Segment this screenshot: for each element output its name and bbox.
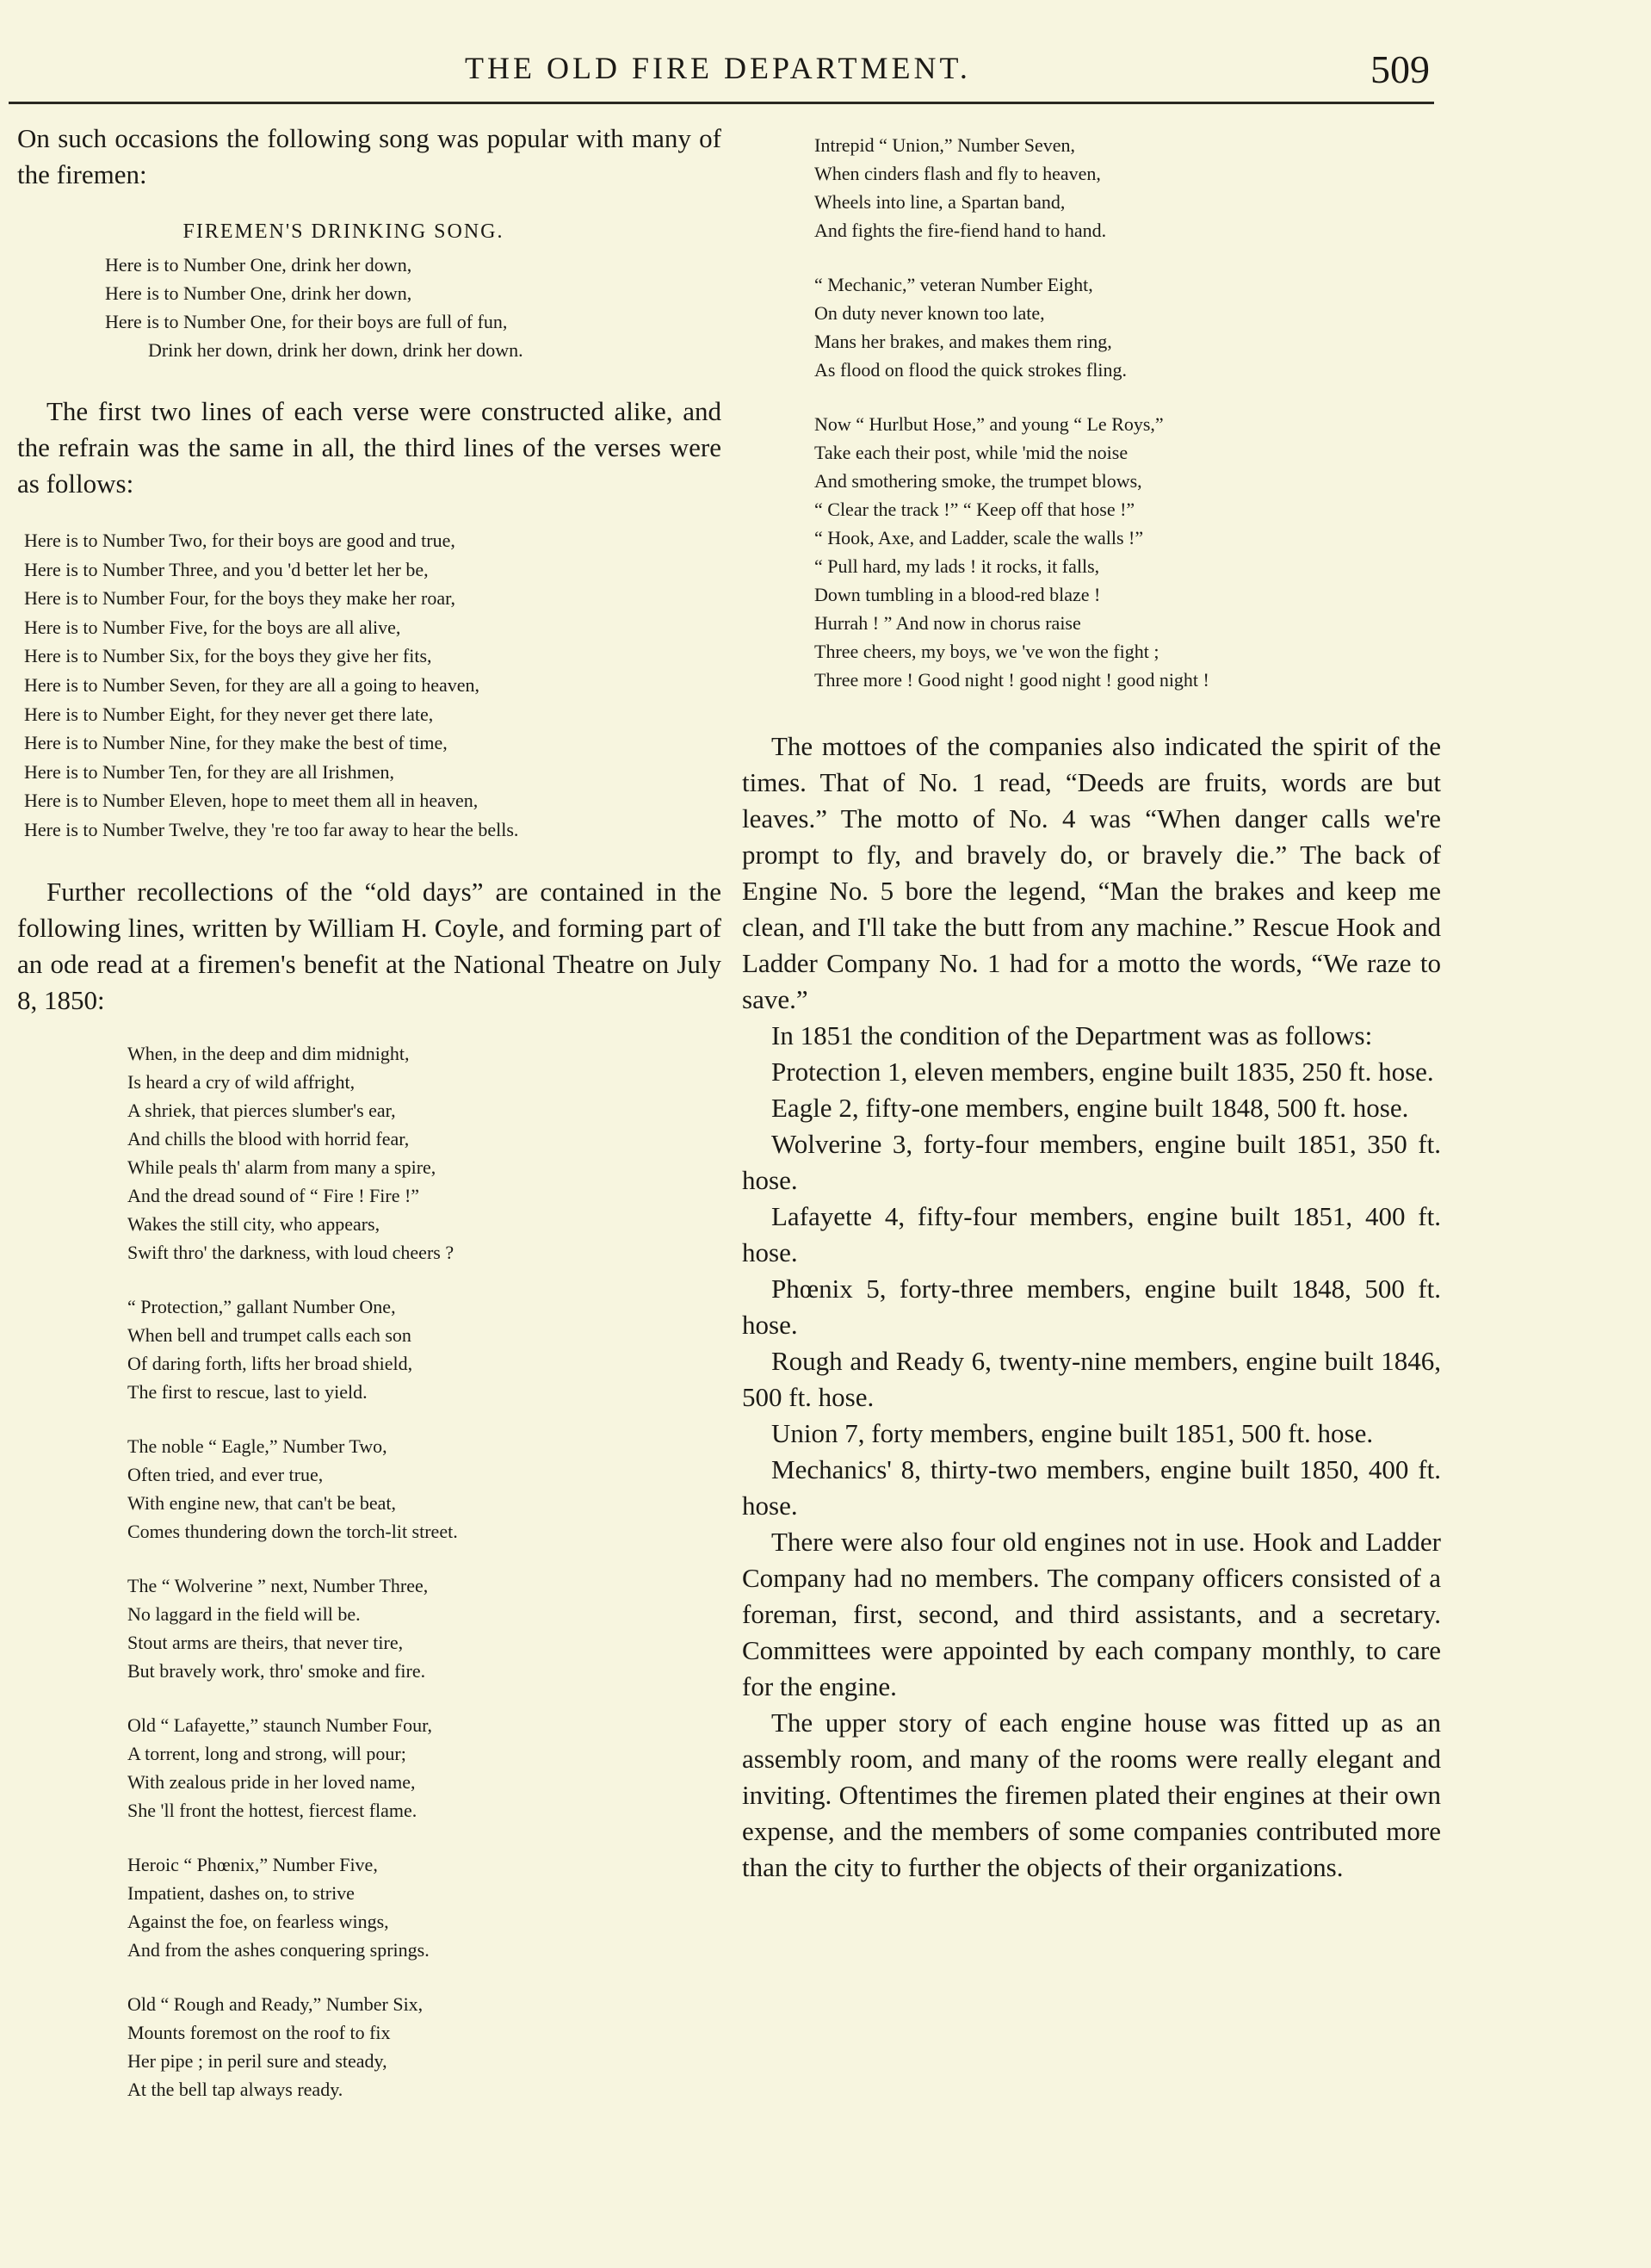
- company-entry: Rough and Ready 6, twenty-nine members, engine built 1846, 500 ft. hose.: [742, 1346, 1441, 1412]
- ode-line: She 'll front the hottest, fiercest flame.: [127, 1799, 417, 1821]
- third-line: Here is to Number Three, and you 'd better let her be,: [24, 558, 429, 580]
- ode-line: “ Clear the track !” “ Keep off that hose !”: [814, 499, 1135, 520]
- ode-line: Three cheers, my boys, we 've won the fight ;: [814, 641, 1159, 662]
- ode-line: At the bell tap always ready.: [127, 2078, 343, 2100]
- song-title: FIREMEN'S DRINKING SONG.: [182, 220, 504, 243]
- ode-line: Hurrah ! ” And now in chorus raise: [814, 612, 1081, 634]
- ode-stanza: [814, 131, 1441, 245]
- ode-line: But bravely work, thro' smoke and fire.: [127, 1659, 426, 1682]
- old-engines-paragraph: There were also four old engines not in use. Hook and Ladder Company had no members. The company officers consisted of a foreman, first, second, and third assistants, and a secretary. Committees were appointed by each company monthly, to care for the engine.: [742, 1527, 1441, 1701]
- ode-line: And from the ashes conquering springs.: [127, 1938, 430, 1961]
- ode-line: With zealous pride in her loved name,: [127, 1770, 416, 1793]
- running-title: THE OLD FIRE DEPARTMENT.: [465, 51, 971, 85]
- right-column: [742, 121, 1441, 1886]
- company-entry: Eagle 2, fifty-one members, engine built 1848, 500 ft. hose.: [771, 1093, 1409, 1123]
- ode-line: When bell and trumpet calls each son: [127, 1323, 411, 1346]
- ode-line: The noble “ Eagle,” Number Two,: [127, 1435, 387, 1457]
- ode-line: When cinders flash and fly to heaven,: [814, 163, 1101, 184]
- third-line: Here is to Number Two, for their boys are good and true,: [24, 530, 455, 551]
- ode-line: Often tried, and ever true,: [127, 1463, 324, 1485]
- song-line: Drink her down, drink her down, drink her down.: [148, 339, 523, 361]
- ode-line: Now “ Hurlbut Hose,” and young “ Le Roys,”: [814, 413, 1164, 435]
- third-line: Here is to Number Eleven, hope to meet them all in heaven,: [24, 790, 479, 812]
- ode-line: Wakes the still city, who appears,: [127, 1212, 380, 1235]
- ode-stanza: [127, 1711, 721, 1825]
- ode-line: Three more ! Good night ! good night ! good night !: [814, 669, 1209, 691]
- ode-poem: [127, 1039, 721, 2104]
- song-line: Here is to Number One, drink her down,: [105, 282, 412, 304]
- engine-house-paragraph: The upper story of each engine house was fitted up as an assembly room, and many of the rooms were really elegant and inviting. Oftentimes the firemen plated their engines at their own expense, and the members of some companies contributed more than the city to further the objects of their organizations.: [742, 1707, 1441, 1882]
- recollections-paragraph: Further recollections of the “old days” are contained in the following lines, written by William H. Coyle, and forming part of an ode read at a firemen's benefit at the National Theatre on July 8, 1850:: [17, 876, 721, 1015]
- ode-line: Of daring forth, lifts her broad shield,: [127, 1352, 413, 1374]
- third-line: Here is to Number Ten, for they are all Irishmen,: [24, 760, 394, 783]
- ode-line: Comes thundering down the torch-lit street.: [127, 1520, 458, 1542]
- third-lines-list: [24, 526, 721, 845]
- third-line: Here is to Number Seven, for they are all a going to heaven,: [24, 673, 480, 696]
- ode-stanza: [127, 1039, 721, 1267]
- ode-stanza: [127, 1292, 721, 1406]
- ode-line: A shriek, that pierces slumber's ear,: [127, 1099, 396, 1121]
- verse-explanation-paragraph: The first two lines of each verse were constructed alike, and the refrain was the same in all, the third lines of the verses were as follows:: [17, 396, 721, 499]
- ode-stanza: [127, 1432, 721, 1546]
- ode-stanza: [127, 1571, 721, 1685]
- ode-line: “ Protection,” gallant Number One,: [127, 1295, 396, 1317]
- ode-line: And the dread sound of “ Fire ! Fire !”: [127, 1184, 420, 1206]
- company-entry: Phœnix 5, forty-three members, engine built 1848, 500 ft. hose.: [742, 1273, 1441, 1340]
- third-line: Here is to Number Nine, for they make the best of time,: [24, 732, 448, 754]
- ode-stanza: [127, 1990, 721, 2104]
- ode-line: Intrepid “ Union,” Number Seven,: [814, 134, 1076, 156]
- ode-line: Her pipe ; in peril sure and steady,: [127, 2049, 387, 2072]
- ode-line: And fights the fire-fiend hand to hand.: [814, 220, 1107, 241]
- ode-line: Old “ Lafayette,” staunch Number Four,: [127, 1713, 433, 1736]
- page-header: [0, 43, 1651, 95]
- third-line: Here is to Number Twelve, they 're too far away to hear the bells.: [24, 818, 519, 840]
- ode-line: Old “ Rough and Ready,” Number Six,: [127, 1992, 424, 2015]
- ode-stanza: [814, 410, 1441, 694]
- ode-line: The first to rescue, last to yield.: [127, 1380, 368, 1403]
- ode-line: Is heard a cry of wild affright,: [127, 1070, 356, 1093]
- ode-line: Down tumbling in a blood-red blaze !: [814, 584, 1101, 605]
- third-line: Here is to Number Eight, for they never get there late,: [24, 703, 434, 725]
- ode-line: The “ Wolverine ” next, Number Three,: [127, 1574, 429, 1596]
- ode-line: And smothering smoke, the trumpet blows,: [814, 470, 1142, 492]
- left-column: [17, 121, 721, 2129]
- header-rule: [9, 102, 1434, 104]
- ode-line: “ Pull hard, my lads ! it rocks, it falls,: [814, 555, 1100, 577]
- ode-line: And chills the blood with horrid fear,: [127, 1127, 410, 1149]
- ode-line: Stout arms are theirs, that never tire,: [127, 1631, 404, 1653]
- company-entry: Protection 1, eleven members, engine built 1835, 250 ft. hose.: [771, 1057, 1434, 1087]
- ode-continuation: [814, 131, 1441, 694]
- drinking-song: [105, 251, 721, 364]
- ode-line: Wheels into line, a Spartan band,: [814, 191, 1066, 213]
- third-line: Here is to Number Five, for the boys are all alive,: [24, 616, 401, 638]
- intro-paragraph: On such occasions the following song was popular with many of the firemen:: [17, 123, 721, 189]
- ode-line: Mans her brakes, and makes them ring,: [814, 331, 1112, 352]
- company-entry: Lafayette 4, fifty-four members, engine built 1851, 400 ft. hose.: [742, 1201, 1441, 1267]
- ode-line: No laggard in the field will be.: [127, 1602, 361, 1625]
- ode-line: Swift thro' the darkness, with loud cheers ?: [127, 1241, 454, 1263]
- condition-intro: In 1851 the condition of the Department was as follows:: [771, 1020, 1373, 1050]
- ode-line: Heroic “ Phœnix,” Number Five,: [127, 1853, 378, 1875]
- mottoes-paragraph: The mottoes of the companies also indicated the spirit of the times. That of No. 1 read, “Deeds are fruits, words are but leaves.” The motto of No. 4 was “When danger calls we're prompt to fly, and bravely do, or bravely die.” The back of Engine No. 5 bore the legend, “Man the brakes and keep me clean, and I'll take the butt from any machine.” Rescue Hook and Ladder Company No. 1 had for a motto the words, “We raze to save.”: [742, 731, 1441, 1014]
- page-number: 509: [1370, 47, 1430, 91]
- ode-stanza: [814, 270, 1441, 384]
- ode-line: While peals th' alarm from many a spire,: [127, 1156, 436, 1178]
- ode-line: On duty never known too late,: [814, 302, 1045, 324]
- company-entry: Wolverine 3, forty-four members, engine built 1851, 350 ft. hose.: [742, 1129, 1441, 1195]
- ode-line: Take each their post, while 'mid the noise: [814, 442, 1128, 463]
- ode-line: Against the foe, on fearless wings,: [127, 1910, 389, 1932]
- company-entry: Union 7, forty members, engine built 1851, 500 ft. hose.: [771, 1418, 1374, 1448]
- company-entry: Mechanics' 8, thirty-two members, engine built 1850, 400 ft. hose.: [742, 1454, 1441, 1521]
- third-line: Here is to Number Six, for the boys they give her fits,: [24, 645, 432, 667]
- ode-line: Mounts foremost on the roof to fix: [127, 2021, 391, 2043]
- ode-line: When, in the deep and dim midnight,: [127, 1042, 410, 1064]
- ode-line: “ Hook, Axe, and Ladder, scale the walls !”: [814, 527, 1144, 548]
- ode-line: With engine new, that can't be beat,: [127, 1491, 396, 1514]
- ode-line: Impatient, dashes on, to strive: [127, 1881, 355, 1904]
- song-line: Here is to Number One, drink her down,: [105, 254, 412, 276]
- ode-stanza: [127, 1850, 721, 1964]
- third-line: Here is to Number Four, for the boys they make her roar,: [24, 587, 456, 610]
- ode-line: A torrent, long and strong, will pour;: [127, 1742, 406, 1764]
- ode-line: “ Mechanic,” veteran Number Eight,: [814, 274, 1093, 295]
- song-line: Here is to Number One, for their boys are full of fun,: [105, 311, 508, 332]
- ode-line: As flood on flood the quick strokes fling.: [814, 359, 1127, 381]
